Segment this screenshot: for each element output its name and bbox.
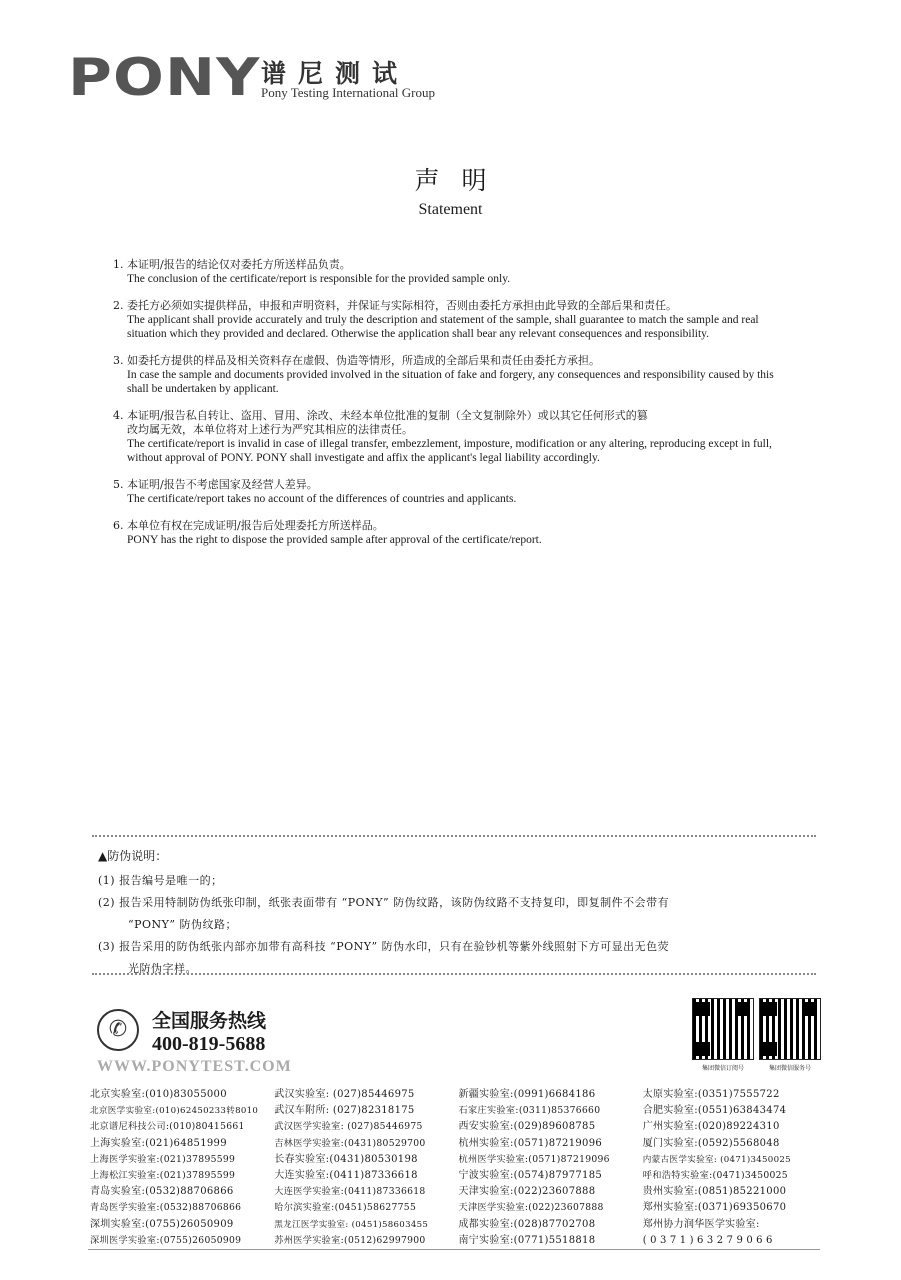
logo-chinese-name: 谱尼测试 <box>261 59 410 88</box>
security-item <box>98 870 798 892</box>
security-line: (2) 报告采用特制防伪纸张印制，纸张表面带有 “PONY” 防伪纹路，该防伪纹路不支持复印，即复制件不会带有 <box>98 896 670 909</box>
lab-entry: 新疆实验室:(0991)6684186 <box>458 1089 596 1100</box>
qr-code-icon <box>759 998 821 1060</box>
lab-entry: 西安实验室:(029)89608785 <box>458 1121 596 1133</box>
statement-cn: 3. 如委托方提供的样品及相关资料存在虚假、伪造等情形，所造成的全部后果和责任由委托方承担。 <box>113 354 600 367</box>
lab-entry: 苏州医学实验室:(0512)62997900 <box>274 1234 426 1246</box>
security-line-cont: “PONY” 防伪纹路； <box>128 918 238 931</box>
qr-label: 集团微信服务号 <box>768 1065 811 1072</box>
lab-entry: 北京谱尼科技公司:(010)80415661 <box>90 1121 245 1133</box>
statement-cn-line1: 4. 本证明/报告私自转让、盗用、冒用、涂改、未经本单位批准的复制（全文复制除外）或以其它任何形式的篡 <box>113 409 648 422</box>
lab-entry: 青岛医学实验室:(0532)88706866 <box>90 1202 242 1214</box>
lab-entry: 厦门实验室:(0592)5568048 <box>642 1137 780 1149</box>
statement-item <box>113 299 793 341</box>
lab-entry: 呼和浩特实验室:(0471)3450025 <box>642 1170 788 1182</box>
page-title <box>0 165 901 221</box>
hotline-label: 全国服务热线 <box>152 1010 267 1032</box>
lab-entry: 上海实验室:(021)64851999 <box>90 1137 227 1149</box>
lab-column <box>274 1087 461 1249</box>
lab-entry: 杭州医学实验室:(0571)87219096 <box>458 1153 610 1165</box>
lab-entry: 武汉车附所: (027)82318175 <box>274 1105 415 1117</box>
title-chinese: 声明 <box>414 166 509 195</box>
statement-cn <box>113 409 793 437</box>
security-item <box>98 892 798 936</box>
statement-cn-line2: 改均属无效，本单位将对上述行为严究其相应的法律责任。 <box>127 423 413 436</box>
dotted-divider <box>92 835 816 837</box>
security-line: (1) 报告编号是唯一的； <box>98 874 223 887</box>
lab-entry: 内蒙古医学实验室: (0471)3450025 <box>642 1154 791 1165</box>
qr-subscription <box>692 998 754 1072</box>
statement-en: In case the sample and documents provided involved in the situation of fake and forgery, any consequences and responsibility caused by this shall be undertaken by applicant. <box>127 369 774 395</box>
lab-column <box>90 1087 277 1249</box>
statement-en: The applicant shall provide accurately and truly the description and statement of the sample, shall guarantee to match the sample and real situation which they provided and declared. Otherwise the application shall bear any relevant consequences and responsibility. <box>127 314 759 340</box>
title-english: Statement <box>418 201 483 218</box>
lab-entry: 郑州协力润华医学实验室: <box>642 1218 760 1230</box>
statement-item <box>113 354 793 396</box>
lab-entry: 天津医学实验室:(022)23607888 <box>458 1202 604 1214</box>
lab-entry: 北京实验室:(010)83055000 <box>90 1089 227 1100</box>
lab-entry: 石家庄实验室:(0311)85376660 <box>458 1105 601 1117</box>
website-url: WWW.PONYTEST.COM <box>97 1058 292 1075</box>
lab-entry: 青岛实验室:(0532)88706866 <box>90 1186 234 1198</box>
dotted-divider <box>92 973 816 975</box>
statement-en: PONY has the right to dispose the provided sample after approval of the certificate/report. <box>127 534 542 546</box>
lab-entry: 广州实验室:(020)89224310 <box>642 1121 780 1133</box>
security-line: (3) 报告采用的防伪纸张内部亦加带有高科技 “PONY” 防伪水印，只有在验钞机等紫外线照射下方可显出无色荧 <box>98 940 670 953</box>
statement-cn: 1. 本证明/报告的结论仅对委托方所送样品负责。 <box>113 258 351 271</box>
qr-label: 集团微信订阅号 <box>701 1065 744 1072</box>
lab-entry: 成都实验室:(028)87702708 <box>458 1218 596 1230</box>
bottom-rule <box>88 1249 820 1250</box>
statement-cn: 5. 本证明/报告不考虑国家及经营人差异。 <box>113 478 318 491</box>
statement-en: The certificate/report takes no account of the differences of countries and applicants. <box>127 493 517 505</box>
lab-entry: 贵州实验室:(0851)85221000 <box>642 1186 787 1198</box>
statement-item <box>113 258 793 286</box>
security-line-cont: 光防伪字样。 <box>128 962 197 975</box>
lab-entry: 天津实验室:(022)23607888 <box>458 1186 596 1198</box>
pony-logo: PONY <box>68 48 261 108</box>
statement-cn: 2. 委托方必须如实提供样品，申报和声明资料，并保证与实际相符，否则由委托方承担由此导致的全部后果和责任。 <box>113 299 677 312</box>
lab-entry: 大连实验室:(0411)87336618 <box>274 1170 418 1182</box>
statement-list <box>113 258 793 560</box>
statement-item <box>113 409 793 465</box>
hotline-number: 400-819-5688 <box>152 1033 266 1055</box>
lab-entry: 长春实验室:(0431)80530198 <box>274 1153 418 1165</box>
statement-en: The conclusion of the certificate/report is responsible for the provided sample only. <box>127 273 511 285</box>
lab-entry: 宁波实验室:(0574)87977185 <box>458 1170 603 1182</box>
lab-entry: 上海医学实验室:(021)37895599 <box>90 1153 236 1165</box>
lab-entry: 杭州实验室:(0571)87219096 <box>458 1137 603 1149</box>
lab-entry: 南宁实验室:(0771)5518818 <box>458 1234 596 1246</box>
lab-entry: 太原实验室:(0351)7555722 <box>642 1089 780 1100</box>
phone-icon: ✆ <box>97 1009 139 1051</box>
security-title: ▲防伪说明： <box>98 849 168 863</box>
lab-entry: 黑龙江医学实验室: (0451)58603455 <box>274 1219 429 1230</box>
statement-cn: 6. 本单位有权在完成证明/报告后处理委托方所送样品。 <box>113 519 384 532</box>
lab-entry: (0371)63279066 <box>642 1234 776 1246</box>
anti-counterfeit-notes <box>98 848 798 980</box>
lab-entry: 吉林医学实验室:(0431)80529700 <box>274 1137 426 1149</box>
statement-item <box>113 478 793 506</box>
lab-entry: 武汉医学实验室: (027)85446975 <box>274 1121 423 1133</box>
logo-english-name: Pony Testing International Group <box>261 85 435 100</box>
lab-entry: 武汉实验室: (027)85446975 <box>274 1089 415 1100</box>
lab-column <box>459 1087 646 1249</box>
lab-entry: 郑州实验室:(0371)69350670 <box>642 1202 787 1214</box>
lab-entry: 北京医学实验室:(010)62450233转8010 <box>90 1106 259 1117</box>
lab-entry: 大连医学实验室:(0411)87336618 <box>274 1186 426 1198</box>
lab-column <box>643 1087 830 1249</box>
statement-en: The certificate/report is invalid in case of illegal transfer, embezzlement, imposture, modification or any altering, reproducing except in full, without approval of PONY. PONY shall investigate and affix the applicant's legal liability accordingly. <box>127 438 772 464</box>
statement-item <box>113 519 793 547</box>
lab-directory <box>90 1087 830 1249</box>
lab-entry: 哈尔滨实验室:(0451)58627755 <box>274 1202 417 1214</box>
lab-entry: 深圳医学实验室:(0755)26050909 <box>90 1234 242 1246</box>
lab-entry: 深圳实验室:(0755)26050909 <box>90 1218 234 1230</box>
qr-code-icon <box>692 998 754 1060</box>
qr-service <box>759 998 821 1072</box>
lab-entry: 合肥实验室:(0551)63843474 <box>642 1105 787 1117</box>
lab-entry: 上海松江实验室:(021)37895599 <box>90 1170 236 1182</box>
